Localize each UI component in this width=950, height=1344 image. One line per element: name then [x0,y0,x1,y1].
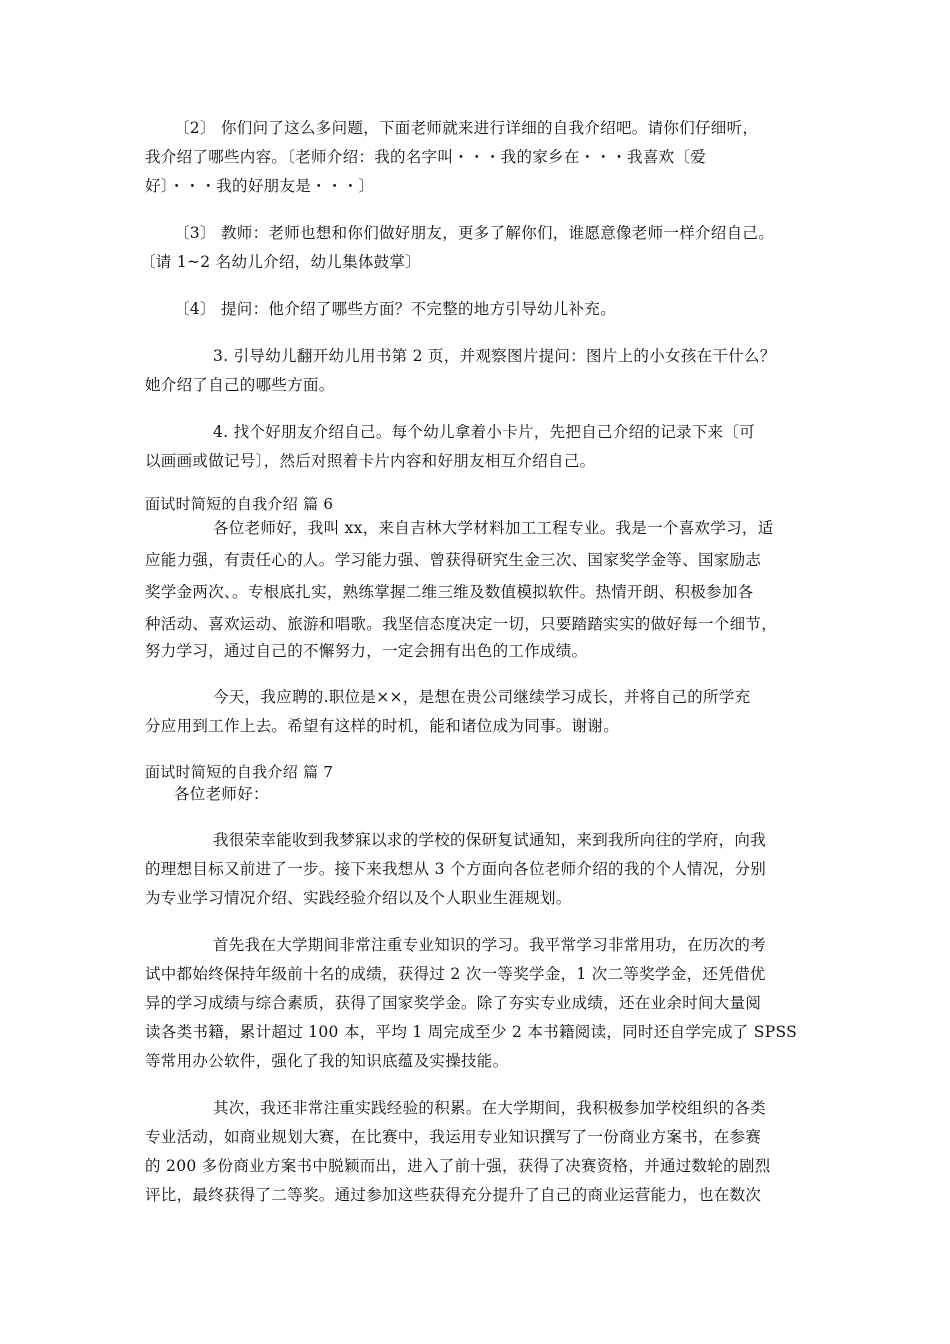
paragraph-line: 〔请 1~2 名幼儿介绍，幼儿集体鼓掌〕 [140,253,422,271]
paragraph-line: 首先我在大学期间非常注重专业知识的学习。我平常学习非常用功，在历次的考 [213,936,767,954]
paragraph-line: 的理想目标又前进了一步。接下来我想从 3 个方面向各位老师介绍的我的个人情况，分别 [145,860,767,878]
section-heading: 面试时简短的自我介绍 篇 6 [145,495,334,513]
greeting-line: 各位老师好： [174,785,269,803]
paragraph-line: 读各类书籍，累计超过 100 本，平均 1 周完成至少 2 本书籍阅读，同时还自学完成了 SPSS [145,1023,798,1041]
paragraph-line: 其次，我还非常注重实践经验的积累。在大学期间，我积极参加学校组织的各类 [213,1099,767,1117]
paragraph-line: 种活动、喜欢运动、旅游和唱歌。我坚信态度决定一切，只要踏踏实实的做好每一个细节， [145,615,778,633]
paragraph-line: 〔4〕 提问：他介绍了哪些方面？不完整的地方引导幼儿补充。 [174,300,616,318]
paragraph-line: 分应用到工作上去。希望有这样的时机，能和诸位成为同事。谢谢。 [145,717,620,735]
paragraph-line: 我介绍了哪些内容。〔老师介绍：我的名字叫・・・我的家乡在・・・我喜欢〔爱 [145,148,707,166]
paragraph-line: 为专业学习情况介绍、实践经验介绍以及个人职业生涯规划。 [145,889,572,907]
paragraph-line: 评比，最终获得了二等奖。通过参加这些获得充分提升了自己的商业运营能力，也在数次 [145,1186,762,1204]
section-heading: 面试时简短的自我介绍 篇 7 [145,763,334,781]
paragraph-line: 今天，我应聘的.职位是××，是想在贵公司继续学习成长，并将自己的所学充 [213,688,751,706]
paragraph-line: 〔3〕 教师：老师也想和你们做好朋友，更多了解你们，谁愿意像老师一样介绍自己。 [174,224,774,242]
paragraph-line: 好〕・・・我的好朋友是・・・〕 [145,177,375,195]
paragraph-line: 努力学习，通过自己的不懈努力，一定会拥有出色的工作成绩。 [145,642,588,660]
paragraph-line: 〔2〕 你们问了这么多问题，下面老师就来进行详细的自我介绍吧。请你们仔细听， [174,119,759,137]
paragraph-line: 的 200 多份商业方案书中脱颖而出，进入了前十强，获得了决赛资格，并通过数轮的剧烈 [145,1157,771,1175]
paragraph-line: 专业活动，如商业规划大赛，在比赛中，我运用专业知识撰写了一份商业方案书，在参赛 [145,1128,762,1146]
paragraph-line: 我很荣幸能收到我梦寐以求的学校的保研复试通知，来到我所向往的学府，向我 [213,831,767,849]
paragraph-line: 4. 找个好朋友介绍自己。每个幼儿拿着小卡片，先把自己介绍的记录下来〔可 [213,423,756,441]
paragraph-line: 异的学习成绩与综合素质，获得了国家奖学金。除了夯实专业成绩，还在业余时间大量阅 [145,994,762,1012]
paragraph-line: 奖学金两次、。专根底扎实，熟练掌握二维三维及数值模拟软件。热情开朗、积极参加各 [145,583,754,601]
paragraph-line: 等常用办公软件，强化了我的知识底蕴及实操技能。 [145,1052,509,1070]
paragraph-line: 3. 引导幼儿翻开幼儿用书第 2 页，并观察图片提问：图片上的小女孩在干什么？ [213,347,776,365]
paragraph-line: 应能力强，有责任心的人。学习能力强、曾获得研究生金三次、国家奖学金等、国家励志 [145,551,762,569]
paragraph-line: 她介绍了自己的哪些方面。 [145,376,335,394]
paragraph-line: 以画画或做记号〕，然后对照着卡片内容和好朋友相互介绍自己。 [145,452,596,470]
paragraph-line: 各位老师好，我叫 xx，来自吉林大学材料加工工程专业。我是一个喜欢学习，适 [213,519,774,537]
paragraph-line: 试中都始终保持年级前十名的成绩，获得过 2 次一等奖学金，1 次二等奖学金，还凭借优 [145,965,766,983]
